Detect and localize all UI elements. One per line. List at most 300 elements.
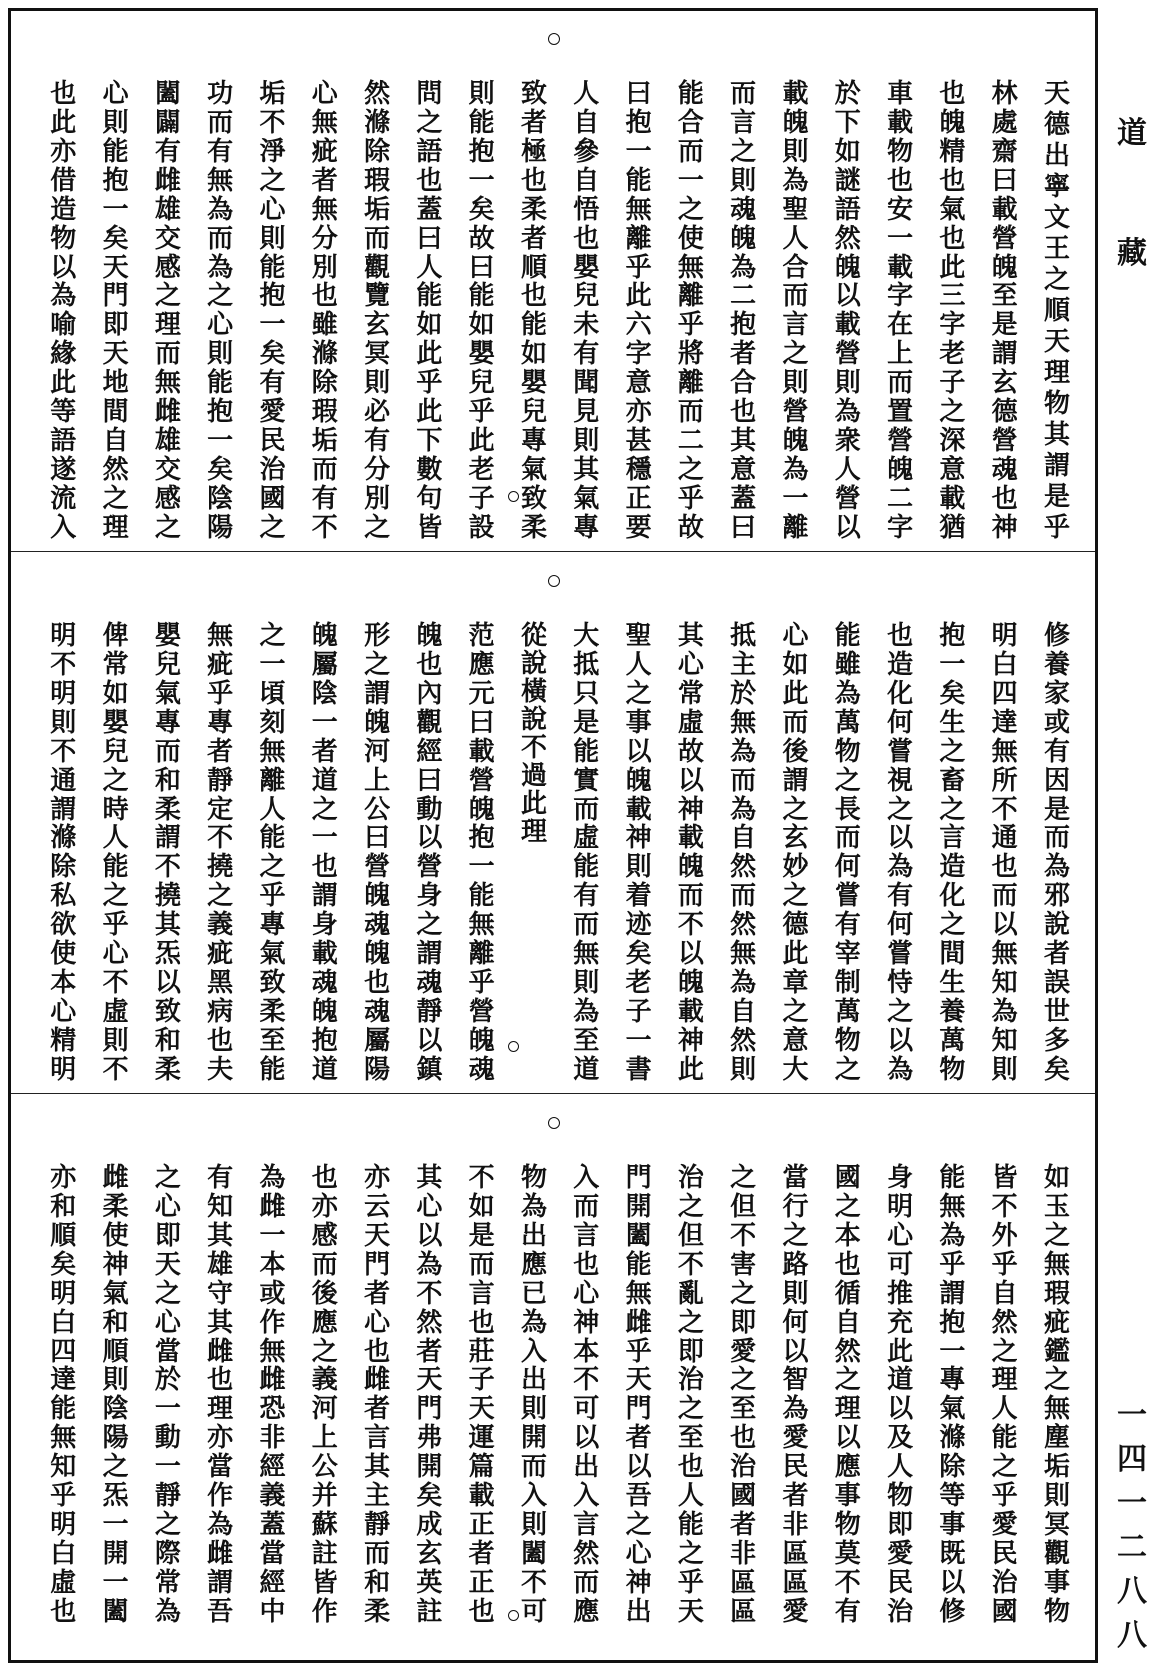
text-column (882, 623, 918, 1083)
glyph: 魄 (364, 881, 391, 912)
glyph: 設 (468, 512, 495, 543)
glyph: 英 (416, 1567, 443, 1598)
glyph: 之 (730, 1163, 757, 1193)
glyph: 無 (154, 368, 181, 399)
glyph: 此 (625, 281, 652, 312)
glyph: 也 (520, 165, 547, 196)
glyph: 也 (468, 1307, 495, 1338)
glyph: 也 (991, 852, 1018, 883)
glyph: 也 (311, 281, 338, 312)
glyph: 知 (207, 1191, 234, 1222)
glyph: 其 (573, 454, 600, 485)
glyph: 氣 (520, 454, 547, 485)
glyph: 不 (677, 910, 704, 941)
glyph: 天 (416, 1365, 443, 1396)
glyph: 之 (677, 454, 704, 485)
glyph: 生 (939, 707, 966, 738)
glyph: 天 (102, 339, 129, 370)
register-top (11, 11, 1095, 552)
glyph: 雌 (259, 1191, 286, 1222)
glyph: 內 (416, 678, 443, 709)
glyph: 之 (730, 136, 757, 167)
glyph: 等 (50, 397, 77, 428)
glyph: 迹 (625, 910, 652, 941)
glyph: 入 (520, 1336, 547, 1367)
glyph: 視 (887, 765, 914, 796)
glyph: 雌 (625, 1307, 652, 1338)
glyph: 物 (50, 223, 77, 254)
glyph: 抱 (311, 1025, 338, 1056)
glyph: 林 (991, 79, 1018, 109)
glyph: 闢 (154, 107, 181, 138)
glyph: 無 (1043, 1394, 1070, 1425)
glyph: 蘇 (311, 1510, 338, 1541)
glyph: 則 (364, 368, 391, 399)
glyph: 矣 (207, 454, 234, 485)
glyph: 篇 (468, 1452, 495, 1483)
text-column (255, 623, 291, 1083)
glyph: 出 (625, 1596, 652, 1627)
glyph: 為 (730, 736, 757, 767)
glyph: 能 (102, 136, 129, 167)
glyph: 能 (259, 252, 286, 283)
glyph: 交 (154, 223, 181, 254)
glyph: 抱 (939, 1307, 966, 1338)
glyph: 神 (991, 512, 1018, 543)
glyph: 數 (416, 454, 443, 485)
glyph: 能 (102, 852, 129, 883)
glyph: 矣 (259, 339, 286, 370)
glyph: 說 (520, 705, 547, 735)
glyph: 為 (416, 1249, 443, 1280)
glyph: 營 (991, 426, 1018, 457)
glyph: 多 (1043, 1025, 1070, 1056)
glyph: 言 (730, 107, 757, 138)
glyph: 可 (573, 1394, 600, 1425)
glyph: 吾 (625, 1481, 652, 1512)
glyph: 人 (991, 1394, 1018, 1425)
glyph: 充 (887, 1307, 914, 1338)
glyph: 不 (991, 794, 1018, 825)
glyph: 寧 (1043, 172, 1070, 202)
glyph: 守 (207, 1278, 234, 1309)
register-bottom (11, 1095, 1095, 1660)
glyph: 專 (573, 512, 600, 543)
glyph: 魂 (364, 910, 391, 941)
glyph: 皆 (416, 512, 443, 543)
glyph: 雌 (207, 1336, 234, 1367)
glyph: 之 (207, 281, 234, 312)
glyph: 為 (520, 1191, 547, 1222)
glyph: 白 (50, 1307, 77, 1338)
glyph: 要 (625, 512, 652, 543)
glyph: 心 (364, 1307, 391, 1338)
glyph: 以 (625, 736, 652, 767)
glyph: 深 (939, 426, 966, 457)
glyph: 大 (573, 621, 600, 651)
glyph: 物 (520, 1163, 547, 1193)
glyph: 而 (364, 1538, 391, 1569)
glyph: 有 (154, 136, 181, 167)
glyph: 心 (416, 1191, 443, 1222)
glyph: 民 (887, 1567, 914, 1598)
glyph: 雄 (154, 426, 181, 457)
glyph: 冥 (1043, 1510, 1070, 1541)
glyph: 魄 (311, 996, 338, 1027)
glyph: 者 (730, 339, 757, 370)
glyph: 此 (677, 1054, 704, 1085)
glyph: 者 (311, 165, 338, 196)
glyph: 愛 (730, 1336, 757, 1367)
glyph: 離 (468, 939, 495, 970)
text-column (673, 81, 709, 541)
glyph: 下 (834, 107, 861, 138)
glyph: 抱 (468, 136, 495, 167)
glyph: 陰 (207, 483, 234, 514)
glyph: 而 (730, 79, 757, 109)
glyph: 覽 (364, 281, 391, 312)
glyph: 書 (625, 1054, 652, 1085)
glyph: 和 (102, 1307, 129, 1338)
glyph: 心 (625, 1538, 652, 1569)
text-column (202, 623, 238, 1083)
glyph: 誤 (1043, 968, 1070, 999)
glyph: 精 (50, 1025, 77, 1056)
glyph: 之 (259, 165, 286, 196)
glyph: 一 (154, 1394, 181, 1425)
glyph: 說 (520, 649, 547, 679)
glyph: 者 (625, 1423, 652, 1454)
glyph: 神 (625, 1567, 652, 1598)
glyph: 功 (207, 79, 234, 109)
glyph: 矣 (102, 223, 129, 254)
glyph: 載 (782, 79, 809, 109)
glyph: 註 (416, 1596, 443, 1627)
glyph: 註 (311, 1538, 338, 1569)
glyph: 順 (50, 1220, 77, 1251)
glyph: 有 (887, 881, 914, 912)
glyph: 嘗 (887, 939, 914, 970)
glyph: 如 (468, 1191, 495, 1222)
glyph: 嬰 (520, 368, 547, 399)
glyph: 開 (102, 1538, 129, 1569)
glyph: 曰 (468, 707, 495, 738)
glyph: 之 (259, 621, 286, 651)
glyph: 乎 (677, 483, 704, 514)
glyph: 柔 (102, 1191, 129, 1222)
glyph: 一 (102, 1567, 129, 1598)
glyph: 一 (259, 649, 286, 680)
glyph: 靜 (364, 1510, 391, 1541)
glyph: 字 (625, 339, 652, 370)
glyph: 何 (887, 910, 914, 941)
glyph: 明 (50, 1054, 77, 1085)
glyph: 之 (416, 107, 443, 138)
glyph: 夫 (207, 1054, 234, 1085)
glyph: 觀 (1043, 1538, 1070, 1569)
glyph: 言 (782, 310, 809, 341)
glyph: 循 (834, 1278, 861, 1309)
glyph: 是 (991, 310, 1018, 341)
glyph: 妙 (782, 852, 809, 883)
glyph: 物 (834, 736, 861, 767)
glyph: 等 (939, 1481, 966, 1512)
glyph: 除 (311, 368, 338, 399)
glyph: 安 (887, 194, 914, 225)
glyph: 無 (730, 707, 757, 738)
glyph: 謂 (782, 765, 809, 796)
glyph: 自 (991, 1278, 1018, 1309)
glyph: 魄 (939, 107, 966, 138)
glyph: 魄 (364, 707, 391, 738)
glyph: 魂 (730, 194, 757, 225)
glyph: 故 (677, 512, 704, 543)
glyph: 於 (154, 1365, 181, 1396)
glyph: 至 (991, 281, 1018, 312)
glyph: 定 (207, 794, 234, 825)
glyph: 和 (364, 1567, 391, 1598)
glyph: 之 (102, 765, 129, 796)
glyph: 通 (991, 823, 1018, 854)
glyph: 則 (1043, 1481, 1070, 1512)
glyph: 國 (991, 1596, 1018, 1627)
glyph: 義 (311, 1365, 338, 1396)
text-column (568, 81, 604, 541)
glyph: 兒 (154, 649, 181, 680)
glyph: 置 (887, 397, 914, 428)
glyph: 子 (625, 996, 652, 1027)
glyph: 作 (207, 1481, 234, 1512)
glyph: 非 (782, 1510, 809, 1541)
glyph: 亂 (677, 1278, 704, 1309)
glyph: 則 (259, 223, 286, 254)
glyph: 以 (50, 252, 77, 283)
glyph: 上 (364, 765, 391, 796)
glyph: 民 (991, 1538, 1018, 1569)
glyph: 無 (207, 621, 234, 651)
glyph: 愛 (259, 397, 286, 428)
glyph: 心 (782, 621, 809, 651)
glyph: 蓋 (416, 194, 443, 225)
glyph: 則 (50, 707, 77, 738)
glyph: 恐 (259, 1394, 286, 1425)
glyph: 心 (50, 996, 77, 1027)
glyph: 入 (573, 1163, 600, 1193)
glyph: 而 (311, 454, 338, 485)
glyph: 吾 (207, 1596, 234, 1627)
glyph: 之 (625, 1510, 652, 1541)
glyph: 國 (834, 1163, 861, 1193)
glyph: 主 (730, 649, 757, 680)
glyph: 此 (782, 939, 809, 970)
glyph: 營 (364, 852, 391, 883)
glyph: 門 (625, 1163, 652, 1193)
glyph: 垢 (1043, 1452, 1070, 1483)
glyph: 不 (50, 736, 77, 767)
glyph: 物 (834, 1510, 861, 1541)
glyph: 雖 (834, 649, 861, 680)
glyph: 也 (939, 223, 966, 254)
text-column (568, 1165, 604, 1625)
glyph: 天 (468, 1394, 495, 1425)
glyph: 和 (154, 765, 181, 796)
glyph: 則 (573, 968, 600, 999)
text-column (778, 81, 814, 541)
glyph: 天 (364, 1220, 391, 1251)
glyph: 語 (50, 426, 77, 457)
glyph: 柔 (154, 794, 181, 825)
glyph: 心 (154, 1307, 181, 1338)
glyph: 可 (887, 1249, 914, 1280)
glyph: 為 (207, 252, 234, 283)
glyph: 問 (416, 79, 443, 109)
text-column (307, 81, 343, 541)
glyph: 者 (311, 736, 338, 767)
text-column (516, 1165, 552, 1625)
glyph: 於 (730, 678, 757, 709)
page-number-glyph: 一 (1117, 1398, 1147, 1433)
glyph: 有 (207, 1163, 234, 1193)
glyph: 一 (154, 1452, 181, 1483)
glyph: 之 (1043, 1365, 1070, 1396)
glyph: 民 (259, 426, 286, 457)
glyph: 離 (677, 281, 704, 312)
glyph: 魄 (834, 252, 861, 283)
glyph: 載 (991, 194, 1018, 225)
glyph: 能 (677, 79, 704, 109)
glyph: 則 (782, 136, 809, 167)
glyph: 治 (730, 1452, 757, 1483)
glyph: 也 (573, 1249, 600, 1280)
glyph: 天 (154, 1249, 181, 1280)
glyph: 營 (887, 426, 914, 457)
glyph: 莊 (468, 1336, 495, 1367)
glyph: 造 (939, 852, 966, 883)
canon-title-top: 道 (1117, 116, 1147, 151)
glyph: 鎮 (416, 1054, 443, 1085)
glyph: 而 (887, 368, 914, 399)
glyph: 乎 (991, 1481, 1018, 1512)
glyph: 分 (364, 454, 391, 485)
glyph: 六 (625, 310, 652, 341)
glyph: 謂 (939, 1278, 966, 1309)
glyph: 之 (834, 1054, 861, 1085)
glyph: 極 (520, 136, 547, 167)
register-middle (11, 553, 1095, 1094)
glyph: 經 (259, 1452, 286, 1483)
glyph: 入 (573, 1481, 600, 1512)
glyph: 則 (625, 852, 652, 883)
glyph: 則 (730, 1054, 757, 1085)
glyph: 謂 (416, 939, 443, 970)
glyph: 也 (50, 1596, 77, 1627)
glyph: 害 (730, 1249, 757, 1280)
glyph: 但 (677, 1220, 704, 1251)
glyph: 以 (677, 939, 704, 970)
glyph: 所 (991, 765, 1018, 796)
glyph: 當 (259, 1538, 286, 1569)
glyph: 也 (416, 649, 443, 680)
glyph: 順 (102, 1336, 129, 1367)
glyph: 乎 (50, 1481, 77, 1512)
glyph: 者 (520, 223, 547, 254)
glyph: 言 (468, 1278, 495, 1309)
glyph: 化 (887, 678, 914, 709)
text-column (1039, 623, 1075, 1083)
glyph: 無 (991, 939, 1018, 970)
glyph: 則 (520, 1510, 547, 1541)
glyph: 為 (887, 1054, 914, 1085)
glyph: 為 (50, 281, 77, 312)
glyph: 常 (102, 649, 129, 680)
glyph: 感 (311, 1220, 338, 1251)
glyph: 乎 (677, 310, 704, 341)
glyph: 則 (207, 339, 234, 370)
glyph: 營 (468, 765, 495, 796)
glyph: 之 (939, 910, 966, 941)
glyph: 心 (102, 939, 129, 970)
text-column (45, 1165, 81, 1625)
glyph: 義 (259, 1481, 286, 1512)
glyph: 長 (834, 794, 861, 825)
glyph: 營 (416, 852, 443, 883)
text-column (359, 623, 395, 1083)
glyph: 魂 (468, 1054, 495, 1085)
glyph: 是 (573, 707, 600, 738)
glyph: 愛 (782, 1596, 809, 1627)
glyph: 能 (625, 1249, 652, 1280)
glyph: 則 (520, 1394, 547, 1425)
glyph: 如 (102, 678, 129, 709)
glyph: 魄 (677, 852, 704, 883)
glyph: 明 (50, 1510, 77, 1541)
glyph: 在 (887, 310, 914, 341)
text-column (673, 623, 709, 1083)
glyph: 之 (207, 881, 234, 912)
glyph: 德 (1043, 110, 1070, 140)
glyph: 矣 (625, 939, 652, 970)
glyph: 以 (834, 281, 861, 312)
glyph: 皆 (991, 1163, 1018, 1193)
glyph: 天 (1043, 79, 1070, 109)
glyph: 地 (102, 368, 129, 399)
glyph: 公 (311, 1452, 338, 1483)
glyph: 是 (1043, 482, 1070, 512)
glyph: 專 (207, 707, 234, 738)
glyph: 乎 (207, 678, 234, 709)
glyph: 為 (730, 794, 757, 825)
glyph: 魄 (311, 621, 338, 651)
glyph: 然 (102, 454, 129, 485)
glyph: 人 (887, 1452, 914, 1483)
glyph: 如 (1043, 1163, 1070, 1193)
glyph: 范 (468, 621, 495, 651)
glyph: 是 (1043, 794, 1070, 825)
glyph: 應 (520, 1249, 547, 1280)
glyph: 魄 (468, 794, 495, 825)
glyph: 乎 (991, 1249, 1018, 1280)
glyph: 也 (730, 397, 757, 428)
glyph: 氣 (573, 483, 600, 514)
glyph: 而 (364, 223, 391, 254)
glyph: 而 (154, 736, 181, 767)
glyph: 病 (207, 996, 234, 1027)
glyph: 以 (416, 823, 443, 854)
glyph: 抵 (730, 621, 757, 651)
glyph: 營 (782, 397, 809, 428)
glyph: 聞 (573, 368, 600, 399)
glyph: 欲 (50, 910, 77, 941)
